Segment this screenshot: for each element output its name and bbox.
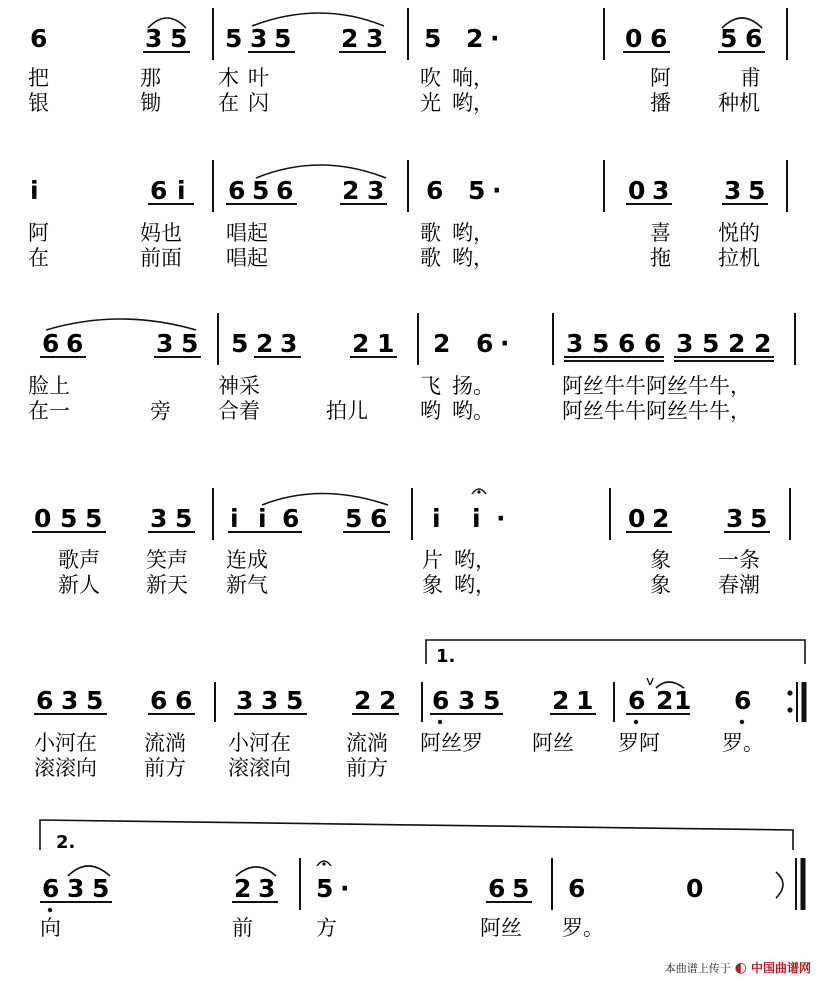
note: 5 <box>592 329 610 358</box>
note: 5 <box>468 176 486 205</box>
note: 2 <box>379 686 397 715</box>
note: 5 <box>86 686 104 715</box>
note: 1 <box>674 686 692 715</box>
note: 3 <box>366 24 384 53</box>
lyric: 罗。 <box>722 731 764 755</box>
note: 3 <box>726 504 744 533</box>
octave-dot <box>48 908 52 912</box>
note: 2 <box>354 686 372 715</box>
note: 6 <box>282 504 300 533</box>
lyric: 一条 <box>718 548 760 572</box>
note: i <box>230 504 239 533</box>
note: i <box>472 504 481 533</box>
lyric: 旁 <box>150 399 171 423</box>
lyric: 哟， <box>454 573 496 597</box>
note: 2 <box>433 329 451 358</box>
note: 6 <box>276 176 294 205</box>
lyric: 连成 <box>226 548 268 572</box>
fermata-dot <box>477 490 480 493</box>
note: 5 <box>316 874 334 903</box>
lyric: 象 <box>650 573 671 597</box>
note: 2 <box>352 329 370 358</box>
lyric: 哟 <box>420 399 441 423</box>
lyric: 前面 <box>140 246 182 270</box>
lyric: 阿丝 <box>532 731 574 755</box>
lyric: 前方 <box>346 756 388 780</box>
note: 6 <box>488 874 506 903</box>
lyric: 唱起 <box>226 246 268 270</box>
lyric: 罗。 <box>562 916 604 940</box>
note: 0 <box>34 504 52 533</box>
note: · <box>500 329 510 358</box>
lyric: 新人 <box>58 573 100 597</box>
note: 6 <box>618 329 636 358</box>
note: 2 <box>552 686 570 715</box>
lyric: 新天 <box>146 573 188 597</box>
lyric: 哟， <box>454 548 496 572</box>
note: 3 <box>724 176 742 205</box>
note: 5 <box>702 329 720 358</box>
lyric: 歌 <box>420 221 441 245</box>
note: 6 <box>42 329 60 358</box>
note: i <box>432 504 441 533</box>
note: 3 <box>150 504 168 533</box>
note: 2 <box>256 329 274 358</box>
note: 5 <box>748 176 766 205</box>
system-2 <box>28 160 787 271</box>
note: 3 <box>236 686 254 715</box>
lyric: 拉机 <box>718 246 760 270</box>
lyric: 拍儿 <box>326 399 368 423</box>
note: · <box>340 874 350 903</box>
note: 6 <box>150 176 168 205</box>
note: 5 <box>181 329 199 358</box>
system-4 <box>32 488 790 598</box>
note: 6 <box>628 686 646 715</box>
note: 5 <box>225 24 243 53</box>
fermata-dot <box>322 862 325 865</box>
note: · <box>490 24 500 53</box>
lyric: 阿丝 <box>480 916 522 940</box>
note: 5 <box>483 686 501 715</box>
lyric: 流淌 <box>346 731 388 755</box>
note: i <box>177 176 186 205</box>
lyric: 拖 <box>650 246 671 270</box>
note: 2 <box>652 504 670 533</box>
lyric: 哟。 <box>452 399 494 423</box>
note: 3 <box>258 874 276 903</box>
system-1 <box>28 8 787 116</box>
lyric: 阿丝牛牛阿丝牛牛， <box>562 399 751 423</box>
note: 6 <box>432 686 450 715</box>
lyric: 阿 <box>650 66 671 90</box>
lyric: 小河在 <box>34 731 97 755</box>
note: 5 <box>170 24 188 53</box>
lyric: 阿 <box>28 221 49 245</box>
lyric: 向 <box>40 916 61 940</box>
note: 3 <box>676 329 694 358</box>
lyric: 哟， <box>452 221 494 245</box>
lyric: 方 <box>316 916 337 940</box>
note: 6 <box>30 24 48 53</box>
upload-source-text: 本曲谱上传于 <box>664 961 731 975</box>
lyric: 光 <box>420 91 441 115</box>
note: 6 <box>150 686 168 715</box>
lyric: 木 <box>218 66 239 90</box>
note: 6 <box>734 686 752 715</box>
lyric: 扬。 <box>452 374 494 398</box>
lyric: 滚滚向 <box>34 756 97 780</box>
note: 3 <box>458 686 476 715</box>
note: 0 <box>628 176 646 205</box>
note: 5 <box>60 504 78 533</box>
note: 0 <box>686 874 704 903</box>
lyric: 甫 <box>740 66 761 90</box>
lyric: 歌声 <box>58 548 100 572</box>
note: 2 <box>234 874 252 903</box>
system-3 <box>28 313 795 424</box>
note: 3 <box>156 329 174 358</box>
note: 6 <box>745 24 763 53</box>
note: 1 <box>377 329 395 358</box>
note: 3 <box>250 24 268 53</box>
note: 5 <box>424 24 442 53</box>
lyric: 神采 <box>218 374 260 398</box>
site-logo-icon: ◐ <box>734 959 747 976</box>
note: 3 <box>145 24 163 53</box>
note: 2 <box>754 329 772 358</box>
lyric: 播 <box>650 91 671 115</box>
note: 5 <box>175 504 193 533</box>
note: 6 <box>370 504 388 533</box>
note: 3 <box>261 686 279 715</box>
note: 6 <box>476 329 494 358</box>
note: 5 <box>750 504 768 533</box>
note: 3 <box>566 329 584 358</box>
lyric: 响， <box>452 66 494 90</box>
note: 0 <box>625 24 643 53</box>
note: 6 <box>644 329 662 358</box>
lyric: 脸上 <box>28 374 70 398</box>
lyric: 闪 <box>248 91 269 115</box>
note: 2 <box>466 24 484 53</box>
note: 3 <box>652 176 670 205</box>
note: 6 <box>426 176 444 205</box>
lyric: 笑声 <box>146 548 188 572</box>
breath-mark: ᵛ <box>646 673 656 698</box>
octave-dot <box>438 720 442 724</box>
note: 5 <box>345 504 363 533</box>
site-logo-text: 中国曲谱网 <box>750 961 811 975</box>
lyric: 种机 <box>718 91 760 115</box>
lyric: 叶 <box>248 66 269 90</box>
lyric: 象 <box>422 573 443 597</box>
lyric: 小河在 <box>228 731 291 755</box>
note: 5 <box>512 874 530 903</box>
lyric: 前 <box>232 916 253 940</box>
lyric: 在一 <box>28 399 70 423</box>
lyric: 哟， <box>452 246 494 270</box>
lyric: 飞 <box>420 374 441 398</box>
note: i <box>30 176 39 205</box>
note: 6 <box>66 329 84 358</box>
lyric: 把 <box>28 66 49 90</box>
lyric: 阿丝罗 <box>420 731 483 755</box>
slur <box>252 13 384 26</box>
note: 1 <box>576 686 594 715</box>
repeat-dot <box>787 707 792 712</box>
lyric: 流淌 <box>144 731 186 755</box>
volta-bracket <box>426 640 805 664</box>
lyric: 前方 <box>144 756 186 780</box>
lyric: 妈也 <box>140 221 182 245</box>
note: 6 <box>175 686 193 715</box>
lyric: 吹 <box>420 66 441 90</box>
lyric: 合着 <box>218 399 260 423</box>
lyric: 片 <box>422 548 443 572</box>
lyric: 滚滚向 <box>228 756 291 780</box>
volta-label: 1. <box>436 646 456 667</box>
lyric: 象 <box>650 548 671 572</box>
note: 3 <box>67 874 85 903</box>
volta-label: 2. <box>56 832 76 853</box>
note: 6 <box>36 686 54 715</box>
note: 2 <box>342 176 360 205</box>
lyric: 唱起 <box>226 221 268 245</box>
note: 5 <box>252 176 270 205</box>
note: 2 <box>728 329 746 358</box>
note: 5 <box>720 24 738 53</box>
system-5 <box>34 640 805 780</box>
note: 0 <box>628 504 646 533</box>
note: 5 <box>286 686 304 715</box>
note: 2 <box>341 24 359 53</box>
lyric: 喜 <box>650 221 671 245</box>
repeat-dot <box>787 690 792 695</box>
lyric: 哟， <box>452 91 494 115</box>
lyric: 银 <box>28 91 49 115</box>
lyric: 锄 <box>140 91 161 115</box>
lyric: 罗阿 <box>618 731 660 755</box>
note: i <box>258 504 267 533</box>
note: 6 <box>568 874 586 903</box>
lyric: 歌 <box>420 246 441 270</box>
note: 5 <box>231 329 249 358</box>
octave-dot <box>740 720 744 724</box>
volta-bracket <box>40 820 793 850</box>
lyric: 新气 <box>226 573 268 597</box>
note: 6 <box>650 24 668 53</box>
note: 3 <box>367 176 385 205</box>
watermark-footer <box>665 959 811 976</box>
system-6 <box>40 820 803 940</box>
end-bracket <box>776 872 783 898</box>
note: · <box>496 504 506 533</box>
lyric: 阿丝牛牛阿丝牛牛， <box>562 374 751 398</box>
lyric: 那 <box>140 66 161 90</box>
note: 6 <box>228 176 246 205</box>
note: 3 <box>280 329 298 358</box>
lyric: 在 <box>28 246 49 270</box>
note: 2 <box>656 686 674 715</box>
note: 5 <box>274 24 292 53</box>
octave-dot <box>634 720 638 724</box>
lyric: 在 <box>218 91 239 115</box>
lyric: 悦的 <box>718 221 760 245</box>
note: · <box>492 176 502 205</box>
note: 6 <box>42 874 60 903</box>
note: 5 <box>85 504 103 533</box>
lyric: 春潮 <box>718 573 760 597</box>
note: 5 <box>92 874 110 903</box>
note: 3 <box>61 686 79 715</box>
